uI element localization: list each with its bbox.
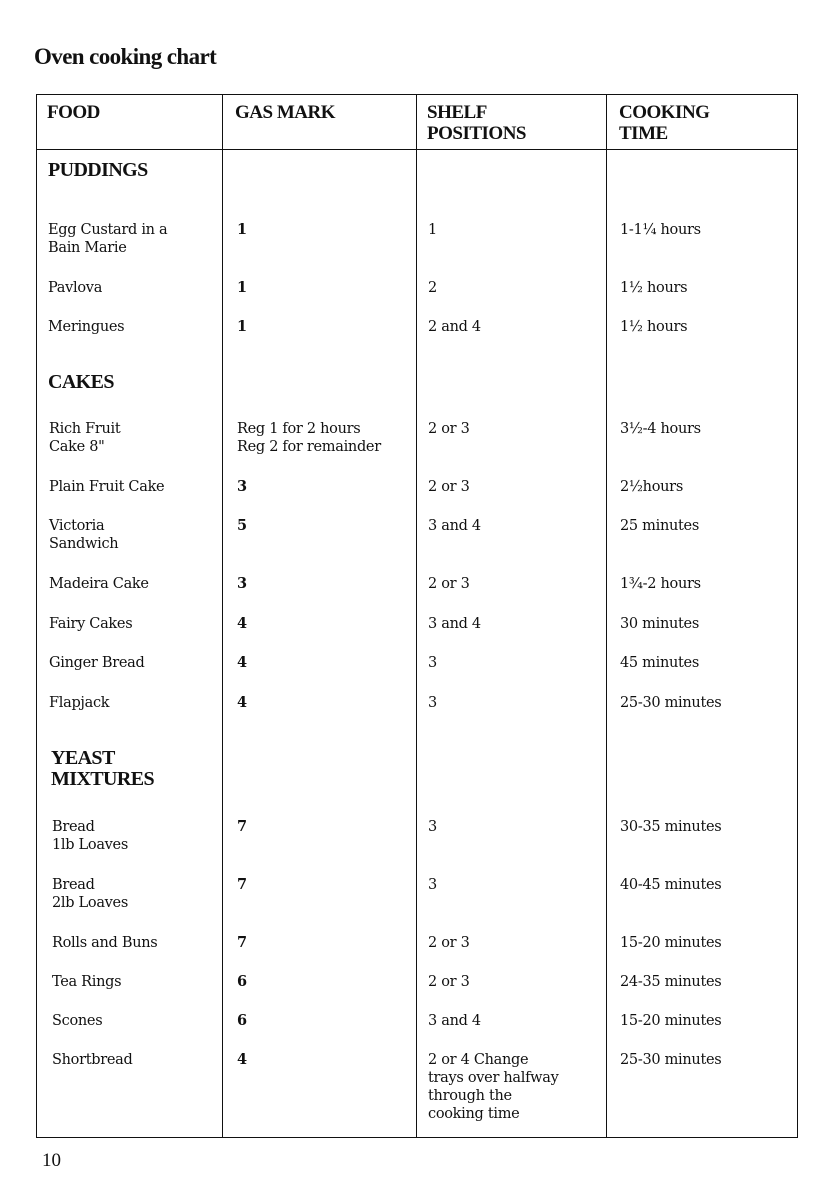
food-cell: Victoria Sandwich — [49, 518, 119, 552]
column-divider — [606, 94, 607, 1138]
shelf-position-cell: 2 and 4 — [428, 319, 481, 335]
food-cell: Egg Custard in a Bain Marie — [48, 222, 168, 256]
shelf-position-cell: 3 and 4 — [428, 1013, 481, 1029]
food-cell: Ginger Bread — [49, 655, 145, 671]
shelf-position-cell: 2 or 3 — [428, 974, 470, 990]
gas-mark-cell: 7 — [237, 818, 247, 835]
cooking-time-cell: 25 minutes — [620, 518, 699, 534]
header-shelf-positions: SHELF POSITIONS — [427, 102, 526, 144]
cooking-time-cell: 2½hours — [620, 479, 683, 495]
page-number: 10 — [42, 1150, 61, 1171]
gas-mark-cell: 4 — [237, 694, 247, 711]
shelf-position-cell: 3 — [428, 695, 437, 711]
oven-cooking-table — [36, 94, 798, 1138]
gas-mark-cell: 1 — [237, 279, 247, 296]
gas-mark-cell: 4 — [237, 654, 247, 671]
cooking-time-cell: 25-30 minutes — [620, 695, 722, 711]
column-divider — [416, 94, 417, 1138]
food-cell: Rolls and Buns — [52, 935, 158, 951]
shelf-position-cell: 1 — [428, 222, 437, 238]
gas-mark-cell: 1 — [237, 318, 247, 335]
food-cell: Plain Fruit Cake — [49, 479, 165, 495]
cooking-time-cell: 1½ hours — [620, 319, 688, 335]
page-title: Oven cooking chart — [34, 44, 217, 69]
shelf-position-cell: 3 — [428, 655, 437, 671]
shelf-position-cell: 3 — [428, 877, 437, 893]
header-food: FOOD — [47, 102, 100, 123]
food-cell: Scones — [52, 1013, 103, 1029]
cooking-time-cell: 1¾-2 hours — [620, 576, 701, 592]
cooking-time-cell: 1-1¼ hours — [620, 222, 701, 238]
shelf-position-cell: 2 or 3 — [428, 479, 470, 495]
food-cell: Rich Fruit Cake 8" — [49, 421, 121, 455]
gas-mark-cell: 1 — [237, 221, 247, 238]
header-divider — [36, 149, 798, 150]
cooking-time-cell: 15-20 minutes — [620, 935, 722, 951]
shelf-position-cell: 2 or 3 — [428, 421, 470, 437]
shelf-position-cell: 2 or 3 — [428, 576, 470, 592]
food-cell: Tea Rings — [52, 974, 122, 990]
food-cell: Madeira Cake — [49, 576, 149, 592]
shelf-position-cell: 3 and 4 — [428, 616, 481, 632]
cooking-time-cell: 25-30 minutes — [620, 1052, 722, 1068]
cooking-time-cell: 40-45 minutes — [620, 877, 722, 893]
header-gas-mark: GAS MARK — [235, 102, 335, 123]
shelf-position-cell: 3 and 4 — [428, 518, 481, 534]
gas-mark-cell: 6 — [237, 973, 247, 990]
shelf-position-cell: 2 — [428, 280, 437, 296]
gas-mark-cell: 5 — [237, 517, 247, 534]
food-cell: Flapjack — [49, 695, 110, 711]
gas-mark-cell: 7 — [237, 934, 247, 951]
header-cooking-time: COOKING TIME — [619, 102, 710, 144]
cooking-time-cell: 24-35 minutes — [620, 974, 722, 990]
food-cell: Meringues — [48, 319, 125, 335]
section-heading: CAKES — [48, 371, 114, 393]
gas-mark-cell: 4 — [237, 615, 247, 632]
gas-mark-cell: 6 — [237, 1012, 247, 1029]
section-heading: YEAST MIXTURES — [51, 747, 154, 790]
column-divider — [222, 94, 223, 1138]
gas-mark-cell: 3 — [237, 478, 247, 495]
food-cell: Bread 2lb Loaves — [52, 877, 128, 911]
cooking-time-cell: 1½ hours — [620, 280, 688, 296]
gas-mark-cell: 3 — [237, 575, 247, 592]
gas-mark-cell: 7 — [237, 876, 247, 893]
shelf-position-cell: 3 — [428, 819, 437, 835]
cooking-time-cell: 30 minutes — [620, 616, 699, 632]
food-cell: Bread 1lb Loaves — [52, 819, 128, 853]
gas-mark-cell: Reg 1 for 2 hours Reg 2 for remainder — [237, 421, 381, 455]
cooking-time-cell: 3½-4 hours — [620, 421, 701, 437]
gas-mark-cell: 4 — [237, 1051, 247, 1068]
cooking-time-cell: 45 minutes — [620, 655, 699, 671]
food-cell: Fairy Cakes — [49, 616, 133, 632]
cooking-time-cell: 30-35 minutes — [620, 819, 722, 835]
shelf-position-cell: 2 or 4 Change trays over halfway through the cooking time — [428, 1052, 559, 1122]
shelf-position-cell: 2 or 3 — [428, 935, 470, 951]
food-cell: Pavlova — [48, 280, 103, 296]
cooking-time-cell: 15-20 minutes — [620, 1013, 722, 1029]
food-cell: Shortbread — [52, 1052, 133, 1068]
section-heading: PUDDINGS — [48, 159, 148, 181]
